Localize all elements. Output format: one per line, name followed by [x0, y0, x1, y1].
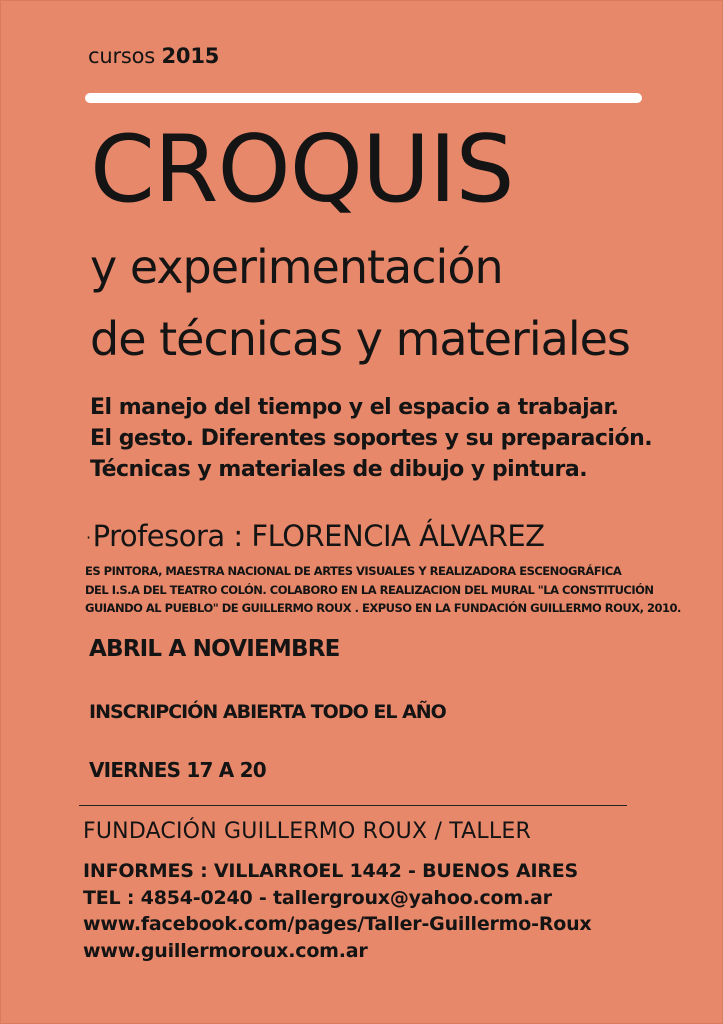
professor-bio-line-2: DEL I.S.A DEL TEATRO COLÓN. COLABORO EN LA REALIZACION DEL MURAL "LA CONSTITUCIÓN [85, 583, 654, 597]
courses-label: cursos [88, 44, 156, 68]
description-line-2: El gesto. Diferentes soportes y su preparación. [90, 426, 653, 451]
professor-label: Profesora : [92, 519, 243, 553]
enrollment-info: INSCRIPCIÓN ABIERTA TODO EL AÑO [89, 701, 446, 723]
professor-bio-line-3: GUIANDO AL PUEBLO" DE GUILLERMO ROUX . EXPUSO EN LA FUNDACIÓN GUILLERMO ROUX, 2010. [85, 601, 681, 615]
professor-bio-line-1: ES PINTORA, MAESTRA NACIONAL DE ARTES VISUALES Y REALIZADORA ESCENOGRÁFICA [85, 564, 622, 578]
professor-name: FLORENCIA ÁLVAREZ [251, 519, 545, 553]
bottom-divider [79, 805, 627, 806]
subtitle-line-2: de técnicas y materiales [90, 312, 630, 366]
description-line-3: Técnicas y materiales de dibujo y pintura. [90, 457, 588, 482]
contact-address: INFORMES : VILLARROEL 1442 - BUENOS AIRES [83, 860, 579, 882]
professor-heading [86, 519, 545, 553]
description-line-1: El manejo del tiempo y el espacio a trabajar. [90, 395, 619, 420]
foundation-name: FUNDACIÓN GUILLERMO ROUX / TALLER [83, 819, 531, 844]
contact-phone-email: TEL : 4854-0240 - tallergroux@yahoo.com.ar [83, 887, 552, 909]
courses-year-label [88, 46, 219, 67]
main-title: CROQUIS [90, 115, 514, 223]
courses-year: 2015 [161, 44, 220, 68]
website-link: www.guillermoroux.com.ar [83, 940, 368, 962]
subtitle-line-1: y experimentación [90, 240, 503, 294]
course-season: ABRIL A NOVIEMBRE [89, 636, 340, 662]
facebook-link: www.facebook.com/pages/Taller-Guillermo-Roux [83, 913, 592, 935]
class-schedule: VIERNES 17 A 20 [89, 758, 266, 782]
bullet-icon: · [86, 528, 91, 547]
top-divider [85, 93, 642, 103]
